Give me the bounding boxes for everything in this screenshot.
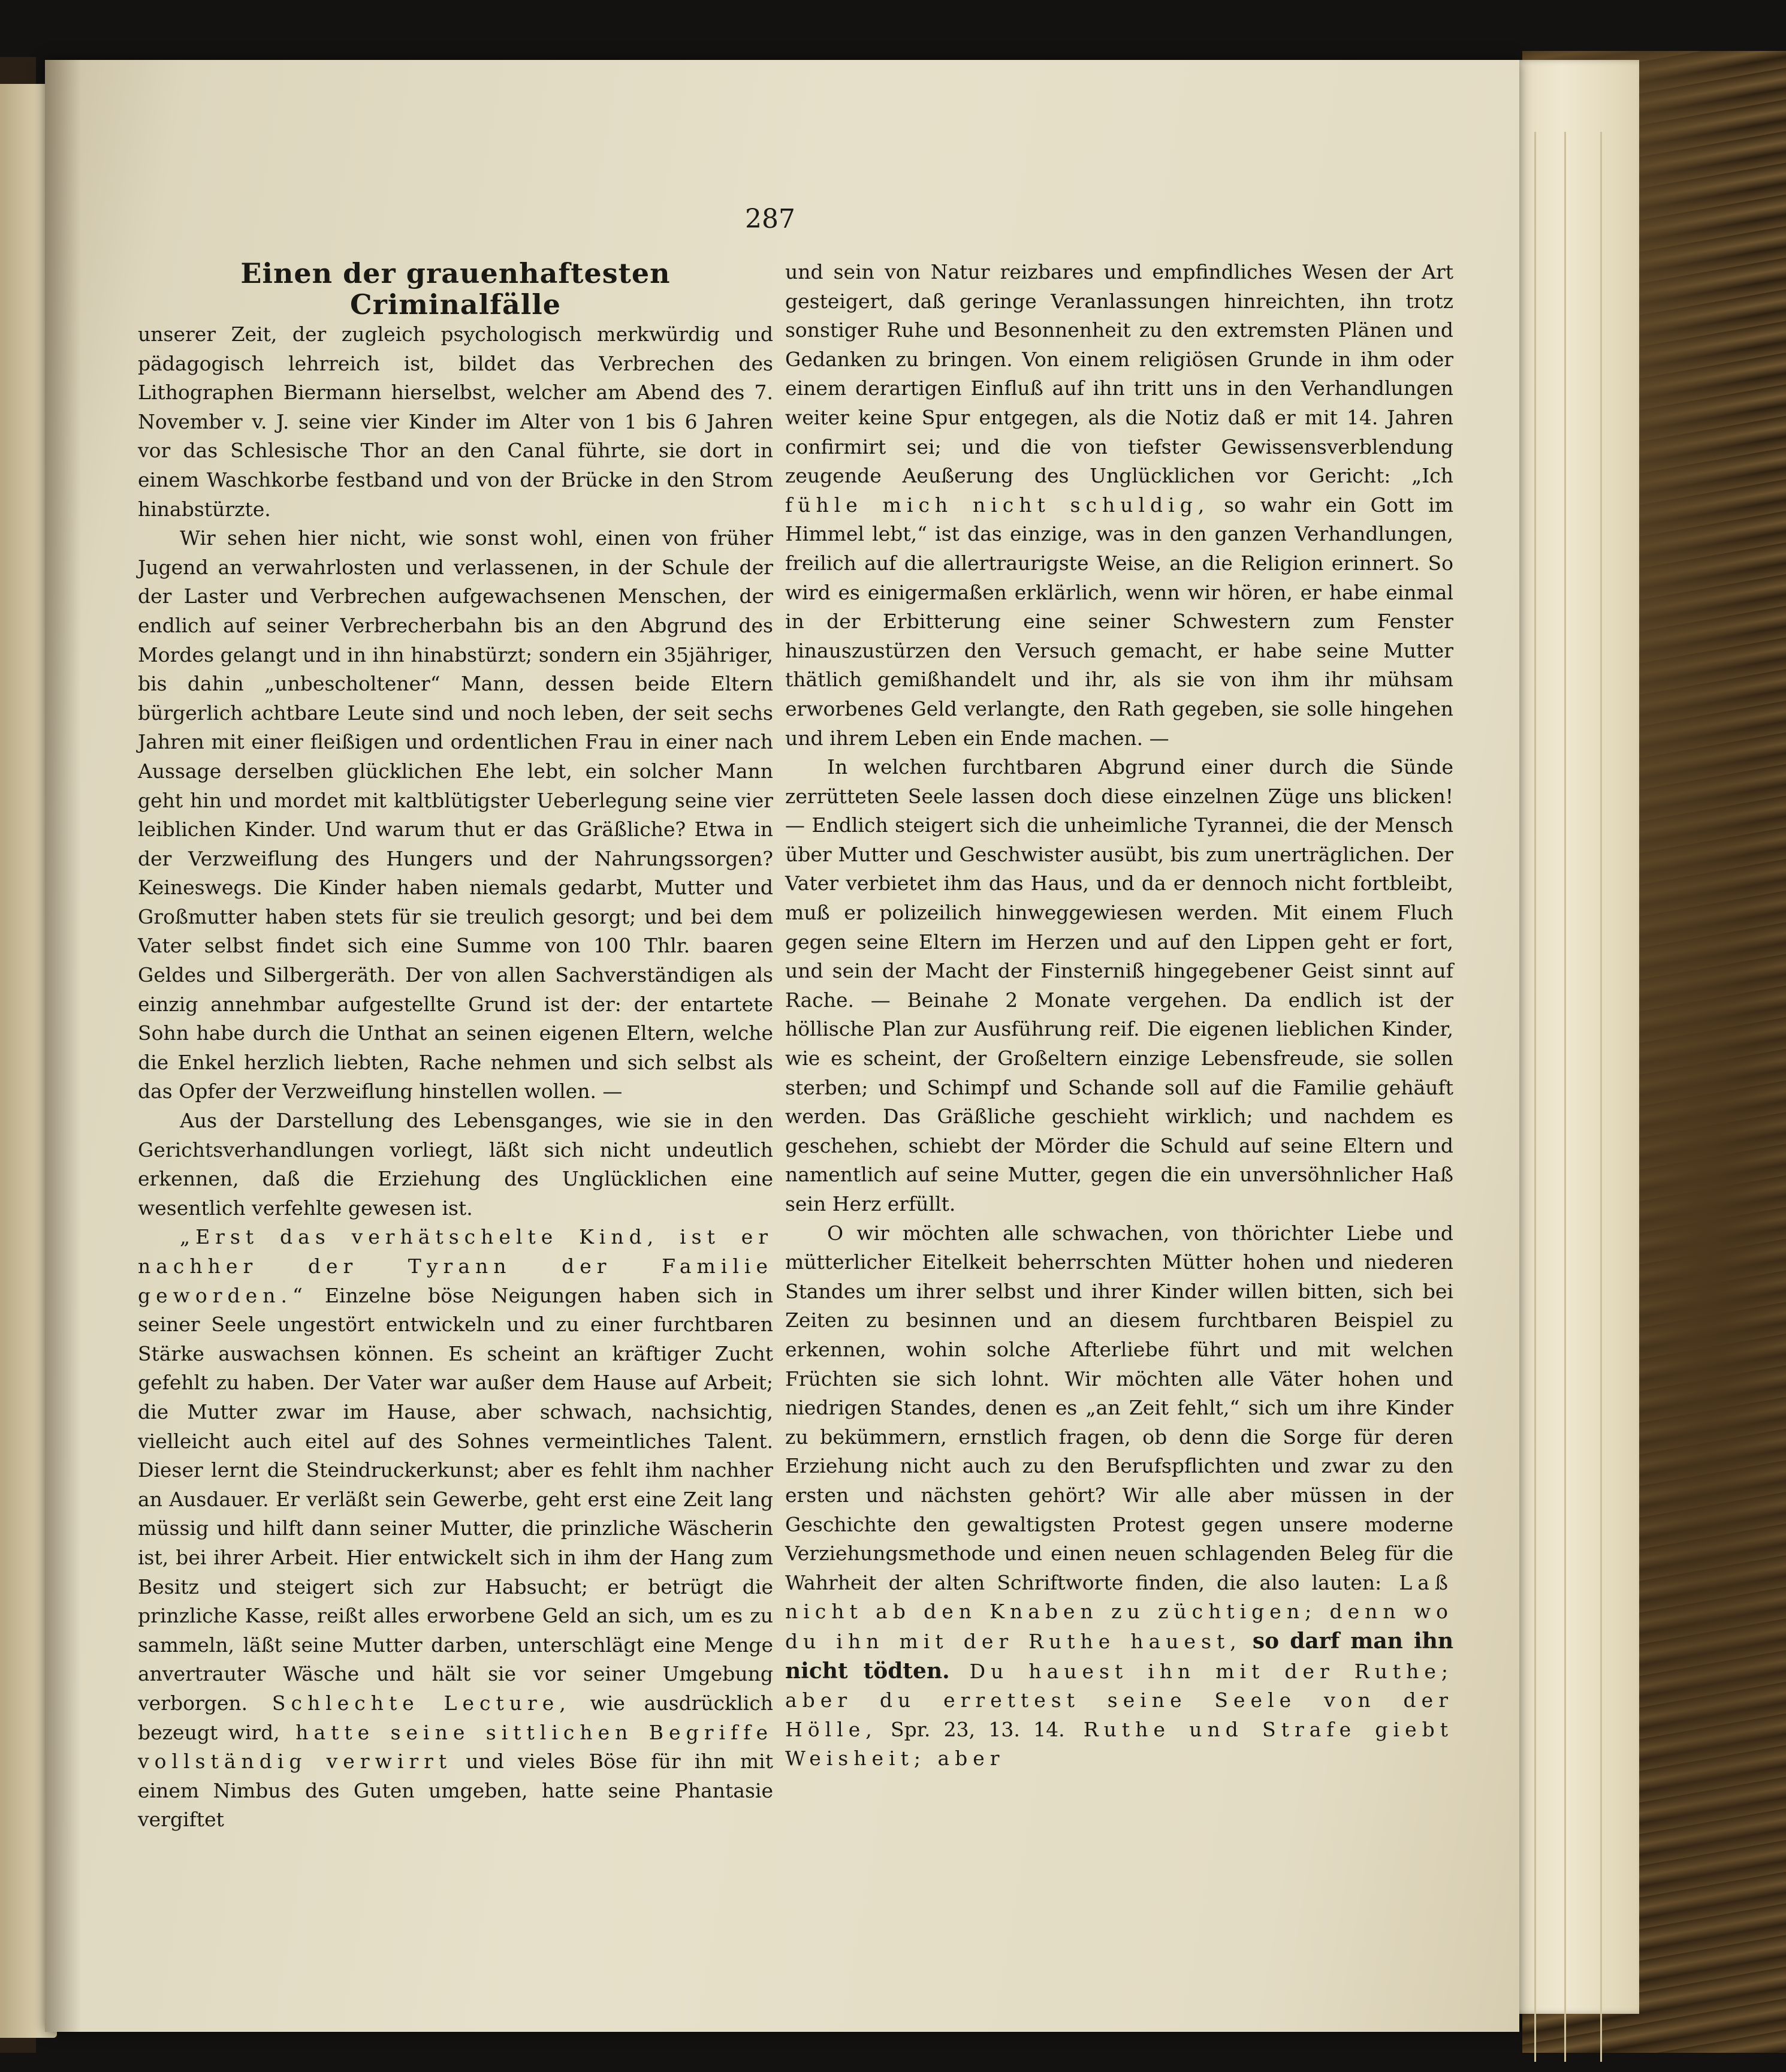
page-number: 287 (745, 204, 795, 234)
bold-text: so darf man ihn nicht tödten. (785, 1628, 1454, 1684)
paragraph-text: so wahr ein Gott im Himmel lebt,“ ist das einzige, was in den ganzen Verhandlungen, freilich auf die allertraurigste Weise, an die Religion erinnert. So wird es einigermaßen erklärlich, wenn wir hören, er habe einmal in der Erbitterung eine seiner Schwestern zum Fenster hinauszustürzen den Versuch gemacht, er habe seine Mutter thätlich gemißhandelt und ihr, als sie von ihm ihr mühsam erworbenes Geld verlangte, den Rath gegeben, sie solle hingehen und ihrem Leben ein Ende machen. — (785, 493, 1453, 750)
left-column (138, 258, 773, 1835)
page-edge-line (1534, 132, 1536, 2062)
emphasized-text: „Erst das verhätschelte Kind, ist er nachher der Tyrann der Familie geworden.“ (138, 1225, 773, 1307)
right-page-stack (1510, 60, 1639, 2014)
paragraph-text: Spr. 23, 13. 14. (877, 1717, 1065, 1741)
paragraph-text: O wir möchten alle schwachen, von thörichter Liebe und mütterlicher Eitelkeit beherrschten Mütter hohen und niederen Standes um ihrer selbst und ihrer Kinder willen bitten, sich bei Zeiten zu besinnen und an diesem furchtbaren Beispiel zu erkennen, wohin solche Afterliebe führt und mit welchen Früchten sie sich lohnt. Wir möchten alle Väter hohen und niedrigen Standes, denen es „an Zeit fehlt,“ sich um ihre Kinder zu bekümmern, ernstlich fragen, ob denn die Sorge für deren Erziehung nicht auch zu den Berufspflichten und zwar zu den ersten und nächsten gehört? Wir alle aber müssen in der Geschichte den gewaltigsten Protest gegen unsere moderne Verziehungsmethode und einen neuen schlagenden Beleg für die Wahrheit der alten Schriftworte finden, die also lauten: (785, 1221, 1453, 1594)
emphasized-text: hatte seine sittlichen Begriffe vollständig verwirrt (138, 1720, 773, 1774)
paragraph: In welchen furchtbaren Abgrund einer durch die Sünde zerrütteten Seele lassen doch diese einzelnen Züge uns blicken! — Endlich steigert sich die unheimliche Tyrannei, die der Mensch über Mutter und Geschwister ausübt, bis zum unerträglichen. Der Vater verbietet ihm das Haus, und da er dennoch nicht fortbleibt, muß er polizeilich hinweggewiesen werden. Mit einem Fluch gegen seine Eltern im Herzen und auf den Lippen geht er fort, und sein der Macht der Finsterniß hingegebener Geist sinnt auf Rache. — Beinahe 2 Monate vergehen. Da endlich ist der höllische Plan zur Ausführung reif. Die eigenen lieblichen Kinder, wie es scheint, der Großeltern einzige Lebensfreude, sie sollen sterben; und Schimpf und Schande soll auf die Familie gehäuft werden. Das Gräßliche geschieht wirklich; und nachdem es geschehen, schiebt der Mörder die Schuld auf seine Eltern und namentlich auf seine Mutter, gegen die ein unversöhnlicher Haß sein Herz erfüllt. (785, 755, 1453, 1216)
paragraph: Wir sehen hier nicht, wie sonst wohl, einen von früher Jugend an verwahrlosten und verlassenen, in der Schule der der Laster und Verbrechen aufgewachsenen Menschen, der endlich auf seiner Verbrecherbahn bis an den Abgrund des Mordes gelangt und in ihn hinabstürzt; sondern ein 35jähriger, bis dahin „unbescholtener“ Mann, dessen beide Eltern bürgerlich achtbare Leute sind und noch leben, der seit sechs Jahren mit einer fleißigen und ordentlichen Frau in einer nach Aussage derselben glücklichen Ehe lebt, ein solcher Mann geht hin und mordet mit kaltblütigster Ueberlegung seine vier leiblichen Kinder. Und warum thut er das Gräßliche? Etwa in der Verzweiflung des Hungers und der Nahrungssorgen? Keineswegs. Die Kinder haben niemals gedarbt, Mutter und Großmutter haben stets für sie treulich gesorgt; und bei dem Vater selbst findet sich eine Summe von 100 Thlr. baaren Geldes und Silbergeräth. Der von allen Sachverständigen als einzig annehmbar aufgestellte Grund ist der: der entartete Sohn habe durch die Unthat an seinen eigenen Eltern, welche die Enkel herzlich liebten, Rache nehmen und sich selbst als das Opfer der Verzweiflung hinstellen wollen. — (138, 526, 773, 1103)
article-heading: Einen der grauenhaftesten Criminalfälle (240, 257, 671, 321)
paragraph: unserer Zeit, der zugleich psychologisch merkwürdig und pädagogisch lehrreich ist, bildet das Verbrechen des Lithographen Biermann hierselbst, welcher am Abend des 7. November v. J. seine vier Kinder im Alter von 1 bis 6 Jahren vor das Schlesische Thor an den Canal führte, sie dort in einem Waschkorbe festband und von der Brücke in den Strom hinabstürzte. (138, 322, 773, 521)
paragraph-text: und vieles Böse für ihn mit einem Nimbus des Guten umgeben, hatte seine Phantasie vergiftet (138, 1750, 773, 1832)
right-column (785, 258, 1453, 1774)
emphasized-text: Laß nicht ab den Knaben zu züchtigen; denn wo du ihn mit der Ruthe hauest, (785, 1570, 1453, 1653)
page-edge-line (1600, 132, 1602, 2062)
page-edge-line (1564, 132, 1566, 2062)
paragraph-text: und sein von Natur reizbares und empfindliches Wesen der Art gesteigert, daß geringe Veranlassungen hinreichten, ihn trotz sonstiger Ruhe und Besonnenheit zu den extremsten Plänen und Gedanken zu bringen. Von einem religiösen Grunde in ihm oder einem derartigen Einfluß auf ihn tritt uns in den Verhandlungen weiter keine Spur entgegen, als die Notiz daß er mit 14. Jahren confirmirt sei; und die von tiefster Gewissensverblendung zeugende Aeußerung des Unglücklichen vor Gericht: „Ich (785, 260, 1453, 488)
paragraph (785, 258, 1453, 753)
paragraph (138, 1223, 773, 1834)
emphasized-text: Du hauest ihn mit der Ruthe; aber du errettest seine Seele von der Hölle, (785, 1659, 1453, 1741)
emphasized-text: Schlechte Lecture, (248, 1691, 571, 1715)
emphasized-text: fühle mich nicht schuldig, (785, 493, 1210, 517)
paragraph: Aus der Darstellung des Lebensganges, wie sie in den Gerichtsverhandlungen vorliegt, läßt sich nicht undeutlich erkennen, daß die Erziehung des Unglücklichen eine wesentlich verfehlte gewesen ist. (138, 1109, 773, 1220)
paragraph-text: Einzelne böse Neigungen haben sich in seiner Seele ungestört entwickeln und zu einer furchtbaren Stärke auswachsen können. Es scheint an kräftiger Zucht gefehlt zu haben. Der Vater war außer dem Hause auf Arbeit; die Mutter zwar im Hause, aber schwach, nachsichtig, vielleicht auch eitel auf des Sohnes vermeintliches Talent. Dieser lernt die Steindruckerkunst; aber es fehlt ihm nachher an Ausdauer. Er verläßt sein Gewerbe, geht erst eine Zeit lang müssig und hilft dann seiner Mutter, die prinzliche Wäscherin ist, bei ihrer Arbeit. Hier entwickelt sich in ihm der Hang zum Besitz und steigert sich zur Habsucht; er betrügt die prinzliche Kasse, reißt alles erworbene Geld an sich, um es zu sammeln, läßt seine Mutter darben, unterschlägt eine Menge anvertrauter Wäsche und hält sie vor seiner Umgebung verborgen. (138, 1283, 773, 1715)
paragraph (785, 1219, 1453, 1774)
spine-shadow (45, 60, 81, 2032)
paragraph-text: wie ausdrücklich bezeugt wird, (138, 1691, 773, 1744)
emphasized-text: Ruthe und Strafe giebt Weisheit; aber (785, 1717, 1453, 1771)
